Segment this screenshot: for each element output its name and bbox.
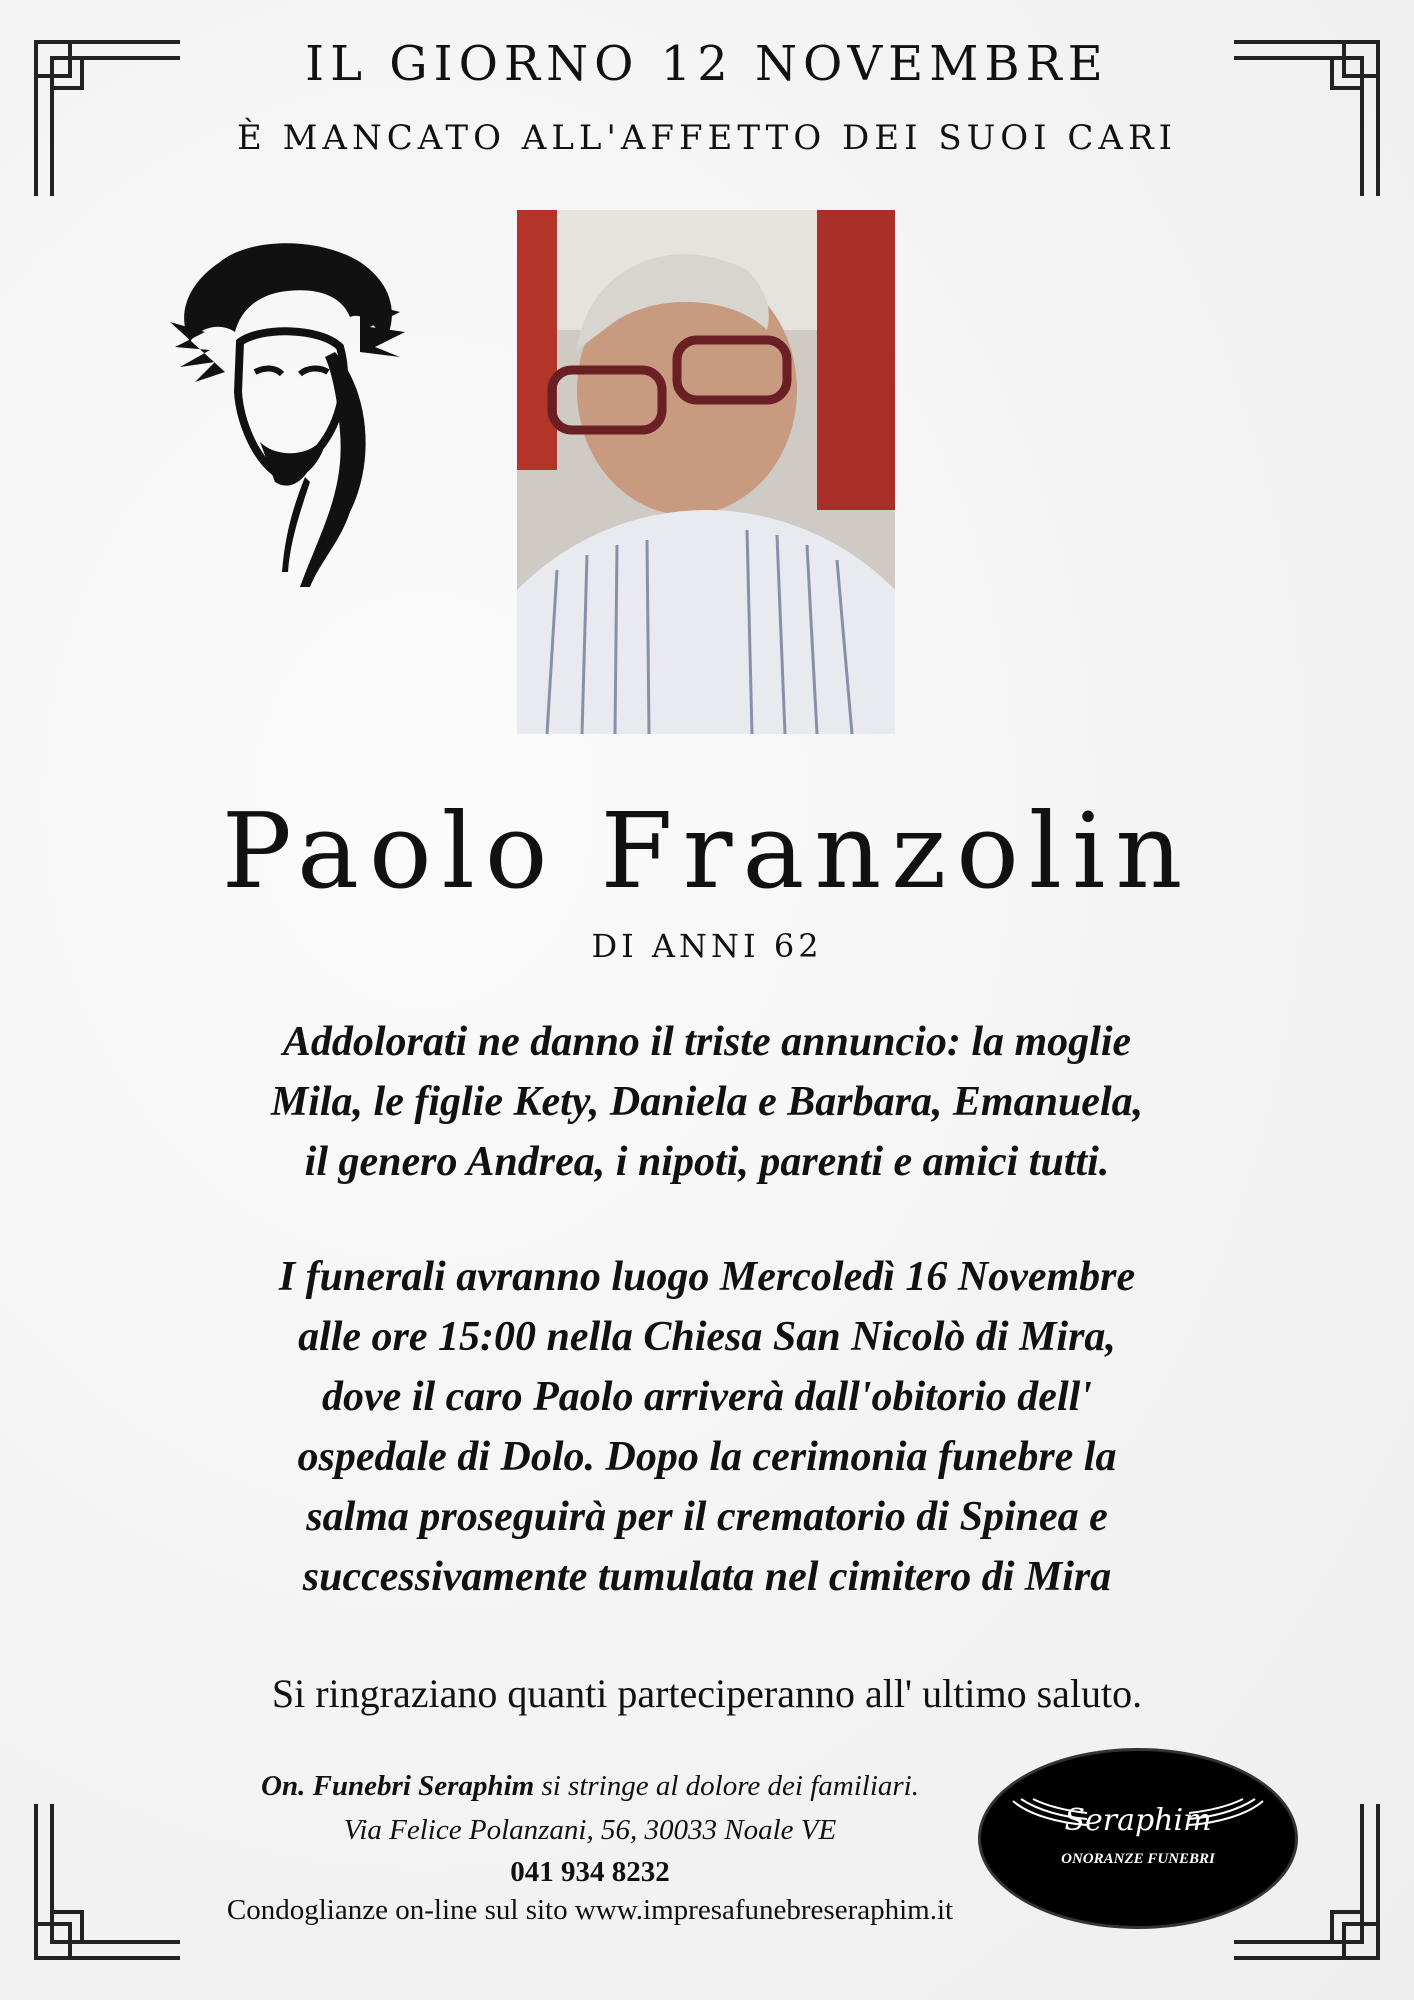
funeral-line: alle ore 15:00 nella Chiesa San Nicolò di Mira, [298, 1314, 1116, 1360]
funeral-paragraph [150, 1247, 1264, 1607]
funeral-line: I funerali avranno luogo Mercoledì 16 Novembre [278, 1254, 1136, 1300]
announcement-paragraph [150, 1012, 1264, 1192]
announcement-line: Mila, le figlie Kety, Daniela e Barbara, Emanuela, [270, 1079, 1144, 1125]
footer-condolence [140, 1770, 1040, 1803]
funeral-line: dove il caro Paolo arriverà dall'obitorio dell' [322, 1374, 1092, 1420]
thanks-text: Si ringraziano quanti parteciperanno all' ultimo saluto. [271, 1671, 1143, 1716]
footer-phone[interactable]: 041 934 8232 [510, 1856, 670, 1888]
deceased-age: DI ANNI 62 [591, 927, 823, 965]
date-heading: IL GIORNO 12 NOVEMBRE [305, 36, 1109, 92]
subheading: È MANCATO ALL'AFFETTO DEI SUOI CARI [236, 118, 1178, 158]
portrait-photo [517, 210, 895, 734]
deceased-name: Paolo Franzolin [221, 790, 1193, 912]
company-name: On. Funebri Seraphim [261, 1770, 535, 1802]
logo-subtitle: ONORANZE FUNEBRI [1061, 1851, 1215, 1867]
announcement-line: il genero Andrea, i nipoti, parenti e amici tutti. [304, 1139, 1110, 1185]
footer-website[interactable]: Condoglianze on-line sul sito www.impresafunebreseraphim.it [226, 1894, 954, 1926]
jesus-face-icon [160, 232, 410, 592]
seraphim-logo [978, 1748, 1298, 1929]
announcement-line: Addolorati ne danno il triste annuncio: la moglie [282, 1019, 1132, 1065]
logo-name: Seraphim [1064, 1803, 1212, 1838]
funeral-line: ospedale di Dolo. Dopo la cerimonia funebre la [297, 1434, 1117, 1480]
condolence-text: si stringe al dolore dei familiari. [534, 1770, 919, 1802]
funeral-line: salma proseguirà per il crematorio di Spinea e [306, 1494, 1108, 1540]
footer-address: Via Felice Polanzani, 56, 30033 Noale VE [343, 1814, 837, 1846]
funeral-line: successivamente tumulata nel cimitero di Mira [302, 1554, 1112, 1600]
